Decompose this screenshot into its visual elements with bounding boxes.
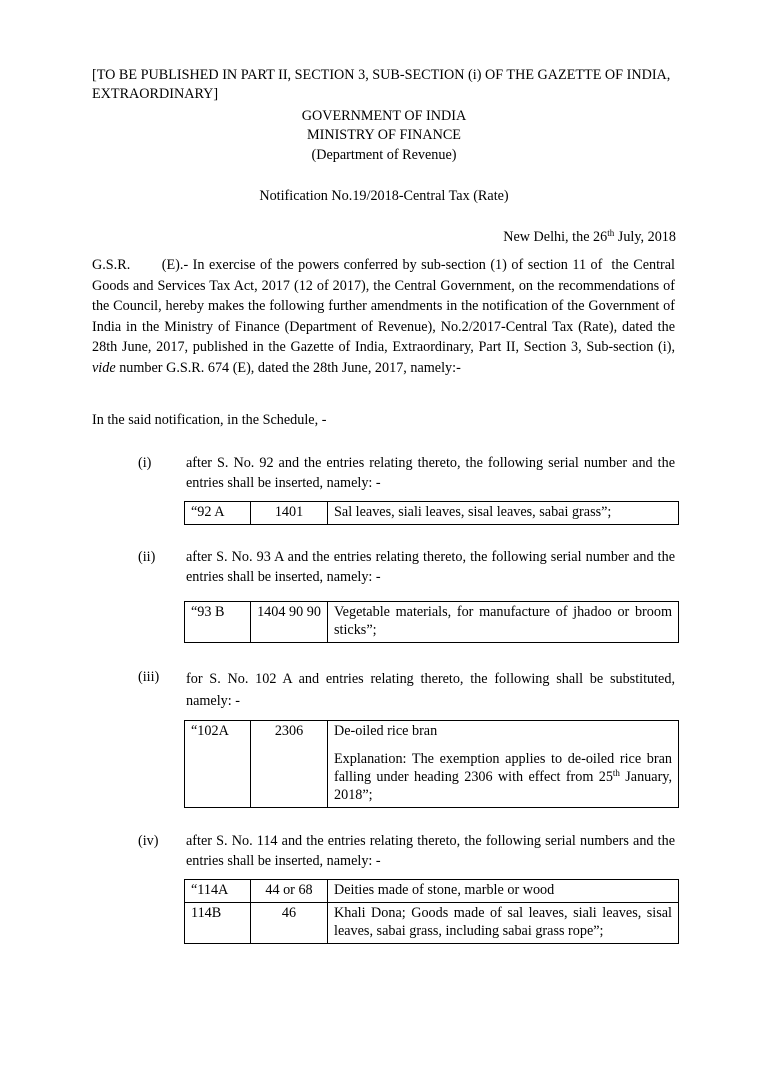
heading-cell: 46 (251, 903, 328, 944)
amendment-number: (ii) (138, 549, 156, 565)
amendment-text: after S. No. 93 A and the entries relating thereto, the following serial number and the entries shall be inserted, namely: - (186, 549, 675, 585)
description-cell: Vegetable materials, for manufacture of jhadoo or broom sticks”; (328, 602, 679, 643)
amendment-number: (iv) (138, 833, 159, 849)
publication-header: [TO BE PUBLISHED IN PART II, SECTION 3, SUB-SECTION (i) OF THE GAZETTE OF INDIA, EXTRAORDINARY] (92, 67, 671, 102)
preamble-text-a: G.S.R. (E).- In exercise of the powers conferred by sub-section (1) of section 11 of the Central Goods and Services Tax Act, 2017 (12 of 2017), the Central Government, on the recommendations of the Council, hereby makes the following further amendments in the notification of the Government of India in the Ministry of Finance (Department of Revenue), No.2/2017-Central Tax (Rate), dated the 28th June, 2017, published in the Gazette of India, Extraordinary, Part II, Section 3, Sub-section (i), (92, 257, 679, 355)
heading-cell: 1404 90 90 (251, 602, 328, 643)
amendment-number: (i) (138, 455, 152, 471)
serial-number-cell: 114B (185, 903, 251, 944)
place-date-prefix: New Delhi, the 26 (503, 229, 608, 245)
department-heading: (Department of Revenue) (311, 147, 457, 163)
notification-number: Notification No.19/2018-Central Tax (Rate) (259, 188, 509, 204)
heading-cell: 1401 (251, 502, 328, 525)
explanation-sup: th (612, 768, 620, 778)
government-heading: GOVERNMENT OF INDIA (301, 108, 467, 124)
table-row (185, 602, 679, 643)
table-row (185, 721, 679, 808)
preamble-paragraph (92, 255, 679, 378)
description-cell (328, 721, 679, 808)
heading-cell: 44 or 68 (251, 880, 328, 903)
description-cell: Deities made of stone, marble or wood (328, 880, 679, 903)
table-row (185, 903, 679, 944)
explanation-tail: January, 2018”; (334, 769, 673, 803)
description-cell: Khali Dona; Goods made of sal leaves, siali leaves, sisal leaves, sabai grass, including sabai grass rope”; (328, 903, 679, 944)
serial-number-cell: “93 B (185, 602, 251, 643)
table-row (185, 880, 679, 903)
schedule-table (184, 501, 679, 525)
serial-number-cell: “102A (185, 721, 251, 808)
schedule-table (184, 879, 679, 944)
preamble-text-b: number G.S.R. 674 (E), dated the 28th June, 2017, namely:- (115, 359, 461, 376)
schedule-table (184, 601, 679, 643)
amendment-number: (iii) (138, 669, 160, 685)
amendment-text: for S. No. 102 A and entries relating thereto, the following shall be substituted, namely: - (186, 671, 675, 709)
preamble-vide: vide (92, 359, 116, 376)
serial-number-cell: “92 A (185, 502, 251, 525)
ministry-heading: MINISTRY OF FINANCE (307, 127, 461, 143)
place-date-sup: th (607, 228, 615, 238)
explanation-body: Explanation: The exemption applies to de-oiled rice bran falling under heading 2306 with effect from 25 (334, 751, 672, 785)
heading-cell: 2306 (251, 721, 328, 808)
table-row (185, 502, 679, 525)
schedule-intro: In the said notification, in the Schedule, - (92, 412, 327, 428)
amendment-text: after S. No. 92 and the entries relating thereto, the following serial number and the entries shall be inserted, namely: - (186, 455, 675, 491)
description-text: De-oiled rice bran (334, 723, 438, 739)
description-cell: Sal leaves, siali leaves, sisal leaves, sabai grass”; (328, 502, 679, 525)
serial-number-cell: “114A (185, 880, 251, 903)
place-date (503, 228, 676, 248)
place-date-suffix: July, 2018 (614, 229, 676, 245)
explanation-text (334, 750, 672, 804)
schedule-table (184, 720, 679, 808)
amendment-text: after S. No. 114 and the entries relating thereto, the following serial numbers and the entries shall be inserted, namely: - (186, 833, 675, 869)
